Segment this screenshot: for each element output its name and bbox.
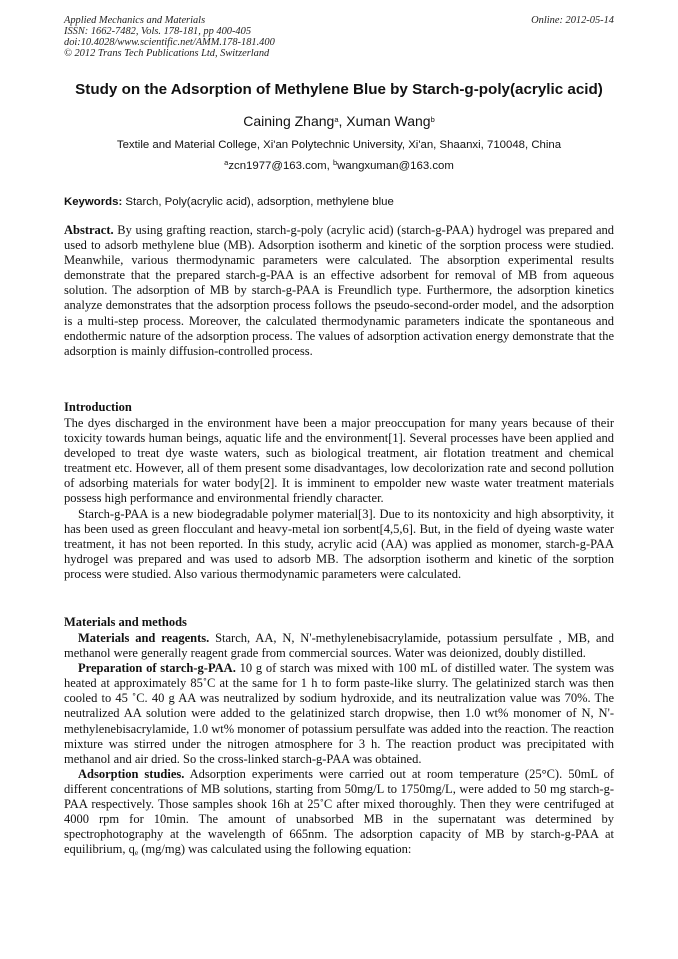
materials-label: Materials and reagents. — [78, 631, 210, 645]
online-date: Online: 2012-05-14 — [531, 15, 614, 26]
author-2-sup: b — [430, 115, 435, 124]
copyright: © 2012 Trans Tech Publications Ltd, Switzerland — [64, 48, 270, 59]
methods-heading: Materials and methods — [64, 615, 187, 629]
intro-paragraph-2: Starch-g-PAA is a new biodegradable polymer material[3]. Due to its nontoxicity and high absorptivity, it has been used as green flocculant and heavy-metal ion sorbent[4,5,6]. But, in the field of dyeing waste water treatment, it has not been reported. In this study, acrylic acid (AA) was applied as monomer, starch-g-PAA hydrogel was prepared and was used to adsorb MB. The adsorption isotherm and kinetic of the sorption process were studied. Also various thermodynamic parameters were calculated. — [64, 506, 614, 581]
preparation-text: 10 g of starch was mixed with 100 mL of distilled water. The system was heated at approximately 85˚C at the same for 1 h to form paste-like slurry. The gelatinized starch was then cooled to 45 ˚C. 40 g AA was neutralized by sodium hydroxide, and its neutralization value was 70%. The neutralized AA solution were added to the gelatinized starch dropwise, then 1.0 wt% monomer of N, N'-methylenebisacrylamide, 1.0 wt% monomer of potassium persulfate was added into the reaction. The reaction mixture was stirred under the nitrogen atmosphere for 3 h. The reaction product was precipitated with methanol and air dried. So the cross-linked starch-g-PAA was obtained. — [64, 661, 614, 766]
abstract-text: By using grafting reaction, starch-g-poly (acrylic acid) (starch-g-PAA) hydrogel was prepared and used to adsorb methylene blue (MB). Adsorption isotherm and kinetic of the sorption process were studied. Meanwhile, various thermodynamic parameters were calculated. The absorption experimental results demonstrate that the prepared starch-g-PAA is an effective adsorbent for removal of MB from aqueous solution. The adsorption of MB by starch-g-PAA is Freundlich type. Furthermore, the adsorption kinetics analyze demonstrates that the adsorption process follows the pseudo-second-order model, and the adsorption is a multi-step process. Moreover, the calculated thermodynamic parameters indicate the spontaneous and endothermic nature of the adsorption process. The values of adsorption activation energy demonstrate that the adsorption is mainly diffusion-controlled process. — [64, 223, 614, 358]
qe-subscript: e — [134, 848, 139, 858]
email-line — [0, 159, 678, 173]
abstract-label: Abstract. — [64, 223, 114, 237]
author-1-sup: a — [334, 115, 339, 124]
intro-paragraph-1: The dyes discharged in the environment have been a major preoccupation for many years because of their toxicity towards human beings, aquatic life and the environment[1]. Several processes have been applied and developed to treat dye waste waters, such as biological treatment, air flotation treatment and chemical treatment etc. However, all of them present some disadvantages, low decolorization rate and second pollution of adsorbing materials for water body[2]. It is imminent to empolder new waste water treatment materials possess high performance and environmental friendly character. — [64, 416, 614, 506]
author-line — [0, 112, 678, 130]
adsorption-text-end: (mg/mg) was calculated using the following equation: — [138, 842, 412, 857]
abstract — [64, 223, 614, 359]
introduction-body — [64, 416, 614, 582]
materials-paragraph — [64, 631, 614, 661]
keywords-text: Starch, Poly(acrylic acid), adsorption, methylene blue — [122, 196, 394, 208]
author-1: Caining Zhang — [243, 113, 335, 129]
author-2: Xuman Wang — [346, 113, 431, 129]
methods-body — [64, 631, 614, 857]
journal-header — [64, 15, 275, 59]
author-separator: , — [338, 113, 347, 129]
preparation-paragraph — [64, 661, 614, 767]
introduction-heading: Introduction — [64, 400, 132, 414]
email-a-sup: a — [224, 158, 229, 167]
email-a: zcn1977@163.com — [228, 160, 327, 172]
keywords — [64, 195, 616, 209]
email-separator: , — [326, 160, 333, 172]
adsorption-text: Adsorption experiments were carried out at room temperature (25°C). 50mL of different concentrations of MB solutions, starting from 50mg/L to 1750mg/L, were added to 50 mg starch-g-PAA respectively. Those samples shook 16h at 25˚C after mixed thoroughly. Then they were centrifuged at 4000 rpm for 10min. The amount of unabsorbed MB in the supernatant was determined by spectrophotography at the wavelength of 665nm. The adsorption capacity of MB by starch-g-PAA at equilibrium, q — [64, 766, 614, 857]
paper-title: Study on the Adsorption of Methylene Blue by Starch-g-poly(acrylic acid) — [75, 81, 603, 98]
affiliation: Textile and Material College, Xi'an Polytechnic University, Xi'an, Shaanxi, 710048, China — [116, 139, 562, 151]
adsorption-label: Adsorption studies. — [78, 766, 185, 781]
materials-text: Starch, AA, N, N'-methylenebisacrylamide, potassium persulfate , MB, and methanol were generally reagent grade from commercial sources. Water was deionized, doubly distilled. — [64, 631, 614, 661]
email-b: wangxuman@163.com — [337, 160, 454, 172]
doi: doi:10.4028/www.scientific.net/AMM.178-181.400 — [64, 37, 275, 48]
preparation-label: Preparation of starch-g-PAA. — [78, 661, 236, 676]
keywords-label: Keywords: — [64, 196, 123, 208]
issn: ISSN: 1662-7482, Vols. 178-181, pp 400-405 — [64, 26, 252, 37]
adsorption-paragraph — [64, 767, 614, 858]
email-b-sup: b — [333, 158, 338, 167]
journal-name: Applied Mechanics and Materials — [64, 15, 206, 26]
